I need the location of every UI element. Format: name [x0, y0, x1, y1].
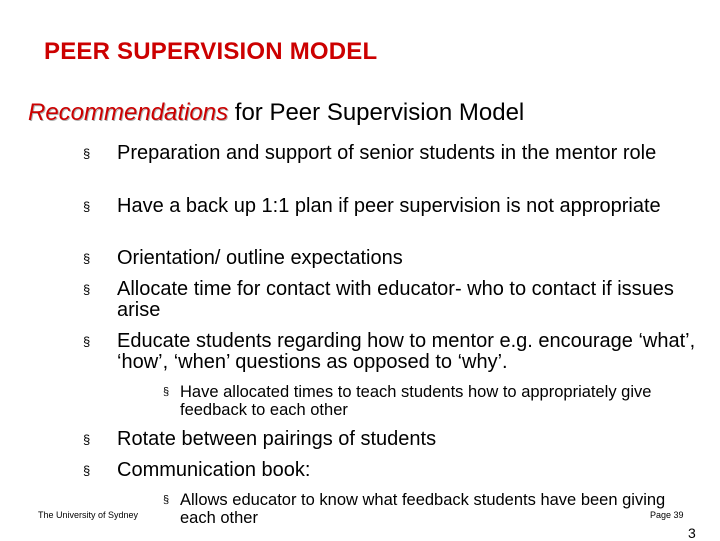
bullet-item: [83, 459, 697, 481]
bullet-marker: §: [163, 386, 170, 398]
bullet-marker: §: [83, 432, 91, 447]
subtitle-rest: for Peer Supervision Model: [228, 99, 525, 126]
slide-title: PEER SUPERVISION MODEL: [44, 38, 378, 65]
bullet-text: Preparation and support of senior students in the mentor role: [117, 142, 657, 164]
bullet-text: Allocate time for contact with educator- who to contact if issues arise: [117, 278, 674, 321]
bullet-item: [83, 330, 697, 373]
sub-bullet-item: [163, 491, 700, 527]
slide-number: 3: [688, 525, 696, 541]
sub-bullet-item: [163, 383, 700, 419]
bullet-item: [83, 247, 697, 269]
bullet-marker: §: [83, 251, 91, 266]
bullet-marker: §: [83, 199, 91, 214]
bullet-text: Have allocated times to teach students how to appropriately give feedback to each other: [180, 383, 652, 419]
bullet-text: Rotate between pairings of students: [117, 428, 437, 450]
bullet-item: [83, 195, 697, 217]
subtitle-emphasis: Recommendations: [28, 99, 229, 126]
bullet-marker: §: [83, 334, 91, 349]
bullet-marker: §: [83, 282, 91, 297]
bullet-marker: §: [83, 463, 91, 478]
bullet-marker: §: [83, 146, 91, 161]
bullet-marker: §: [163, 494, 170, 506]
bullet-item: [83, 142, 697, 164]
bullet-item: [83, 278, 697, 321]
bullet-item: [83, 428, 697, 450]
footer-institution: The University of Sydney: [38, 510, 139, 520]
bullet-text: Communication book:: [117, 459, 311, 481]
bullet-text: Have a back up 1:1 plan if peer supervision is not appropriate: [117, 195, 661, 217]
bullet-text: Educate students regarding how to mentor e.g. encourage ‘what’, ‘how’, ‘when’ questions as opposed to ‘why’.: [117, 330, 696, 373]
bullet-text: Allows educator to know what feedback students have been giving each other: [180, 491, 666, 527]
footer-page-label: Page 39: [650, 510, 684, 520]
bullet-text: Orientation/ outline expectations: [117, 247, 403, 269]
